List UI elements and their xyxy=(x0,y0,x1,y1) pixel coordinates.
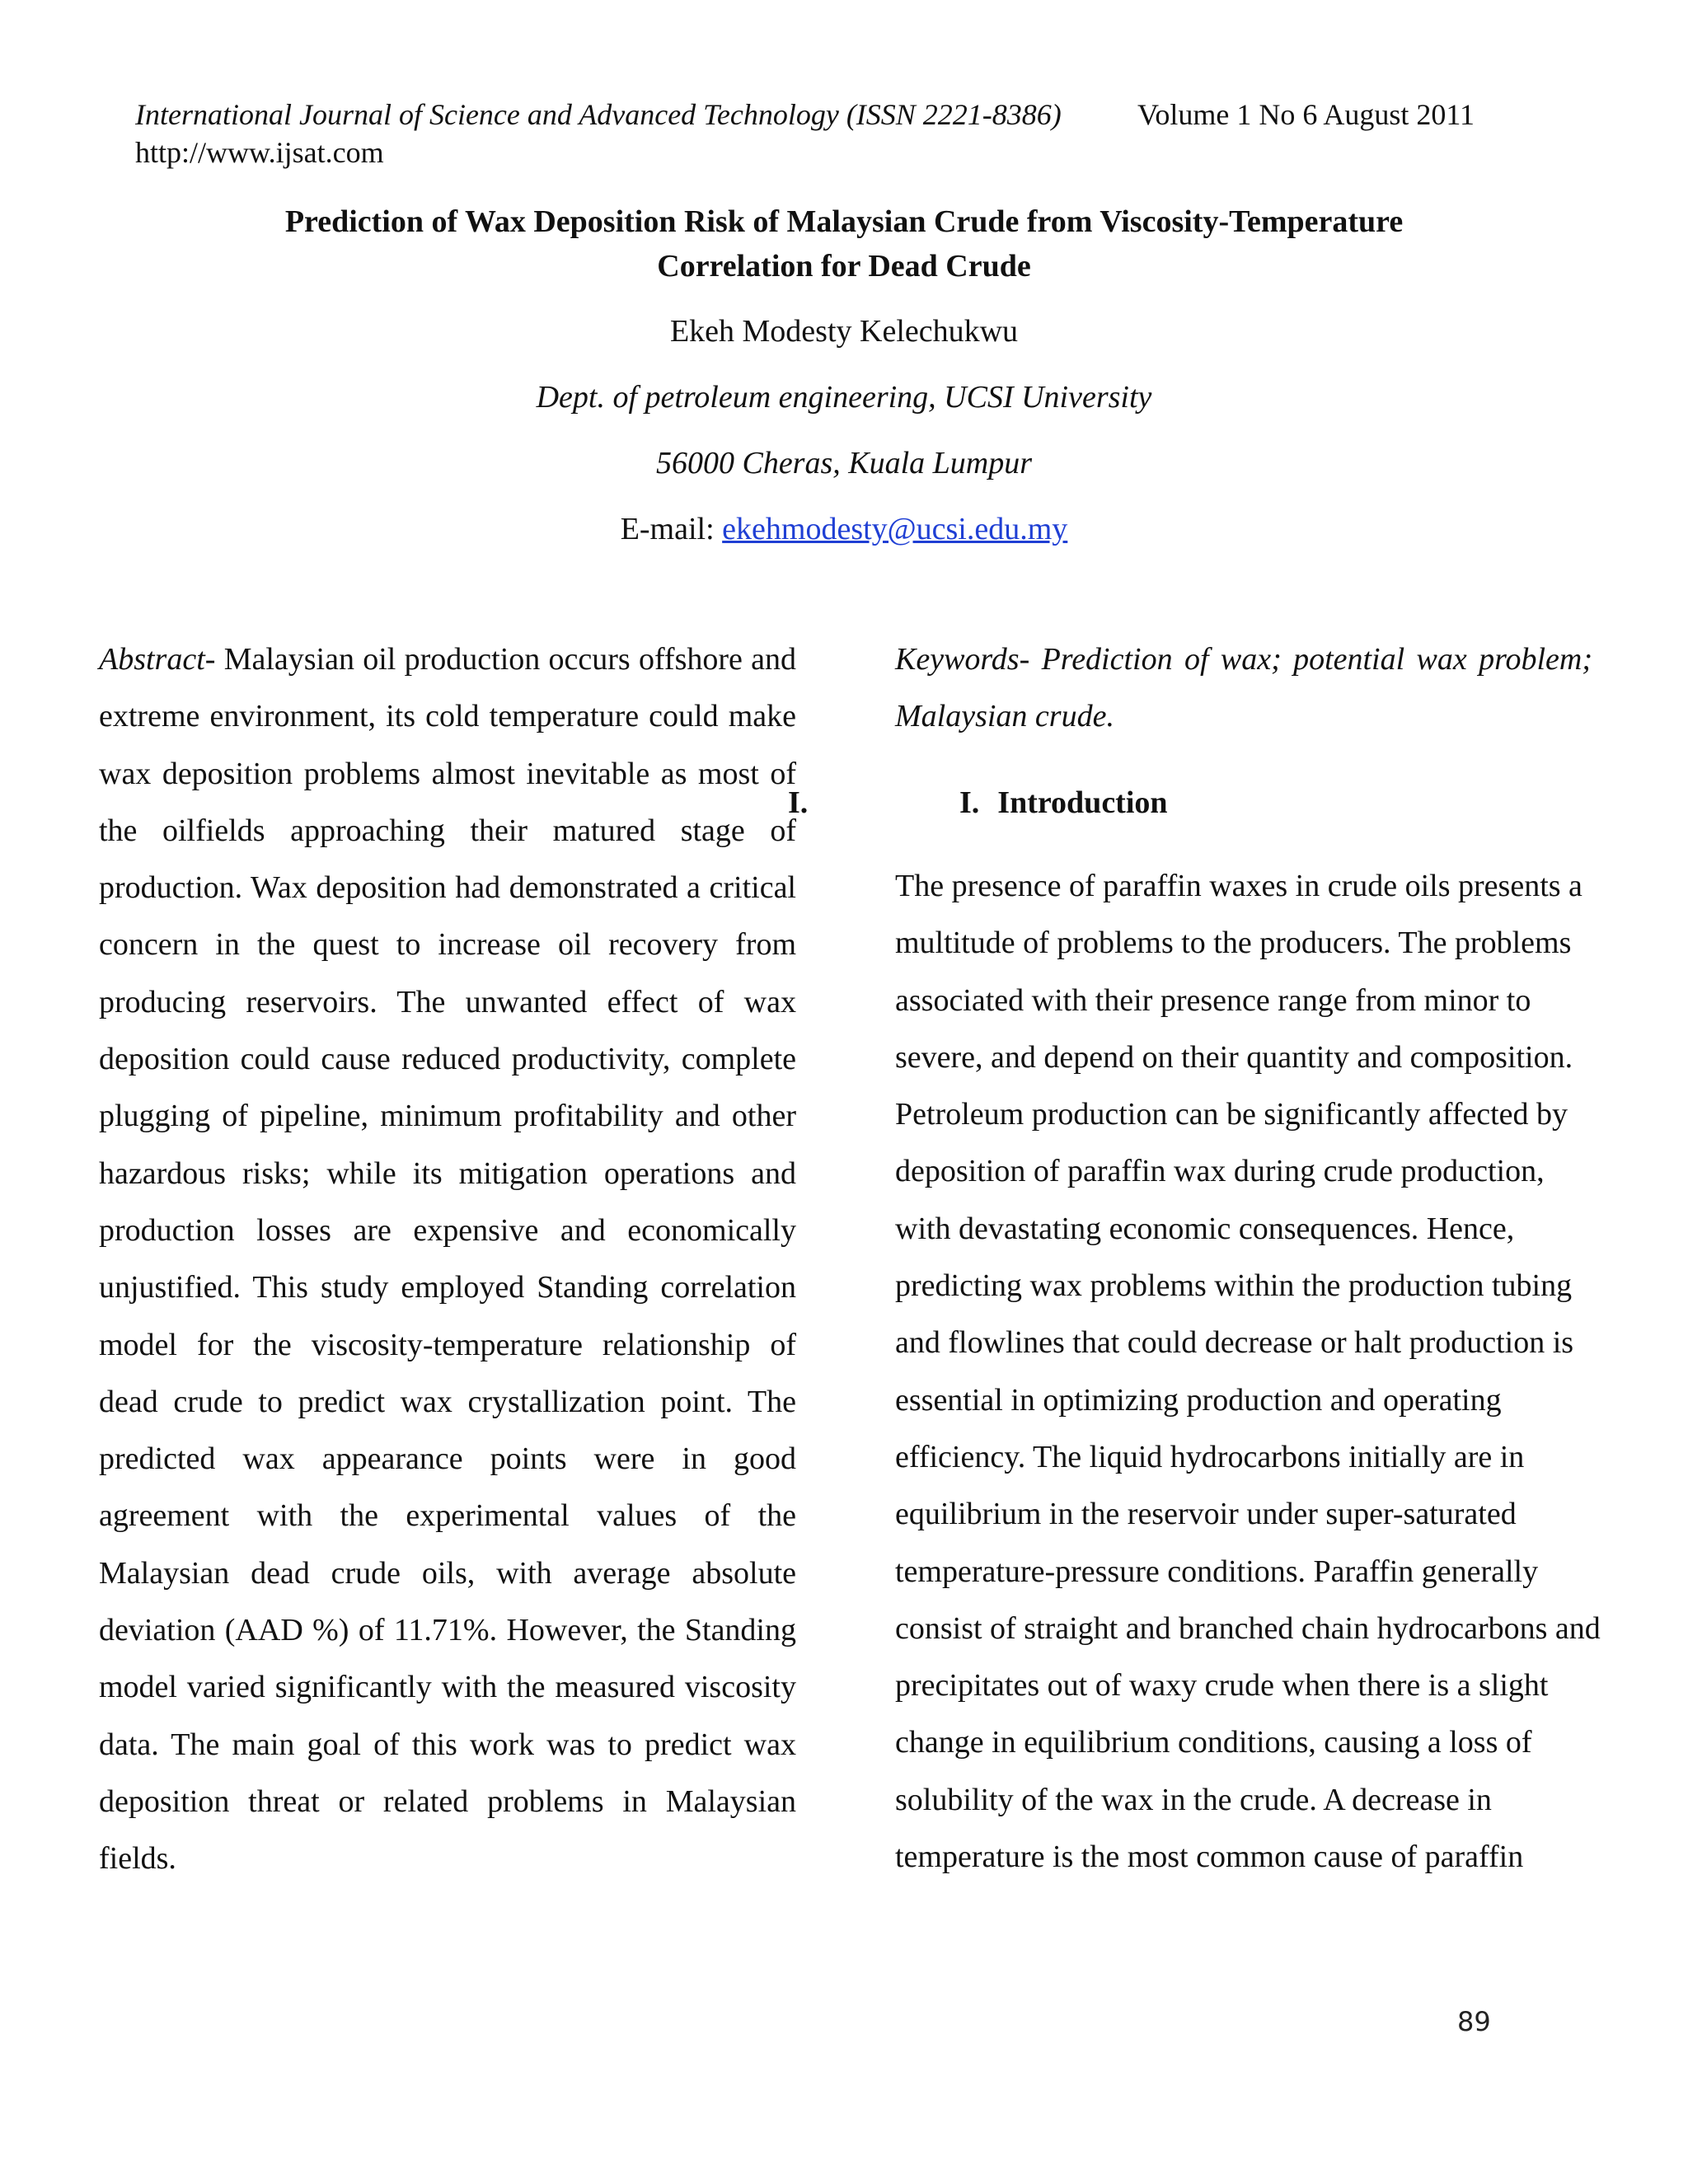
section-number: I. xyxy=(959,785,980,820)
author-department: Dept. of petroleum engineering, UCSI University xyxy=(536,380,1152,415)
journal-url: http://www.ijsat.com xyxy=(135,136,384,169)
section-title: Introduction xyxy=(997,785,1168,820)
journal-volume: Volume 1 No 6 August 2011 xyxy=(1137,98,1475,131)
abstract-column xyxy=(99,631,796,1888)
paper-title-line-2: Correlation for Dead Crude xyxy=(657,249,1031,284)
paper-title-line-1: Prediction of Wax Deposition Risk of Malaysian Crude from Viscosity-Temperature xyxy=(284,204,1404,239)
author-address: 56000 Cheras, Kuala Lumpur xyxy=(655,446,1033,480)
introduction-paragraph: The presence of paraffin waxes in crude oils presents a multitude of problems to the producers. The problems associated with their presence range from minor to severe, and depend on their quantity and composition. Petroleum production can be significantly affected by deposition of paraffin wax during crude production, with devastating economic consequences. Hence, predicting wax problems within the production tubing and flowlines that could decrease or halt production is essential in optimizing production and operating efficiency. The liquid hydrocarbons initially are in equilibrium in the reservoir under super-saturated temperature-pressure conditions. Paraffin generally consist of straight and branched chain hydrocarbons and precipitates out of waxy crude when there is a slight change in equilibrium conditions, causing a loss of solubility of the wax in the crude. A decrease in temperature is the most common cause of paraffin xyxy=(895,869,1601,1875)
email-label: E-mail: xyxy=(620,512,723,546)
paper-title xyxy=(135,199,1553,288)
email-link[interactable]: ekehmodesty@ucsi.edu.my xyxy=(722,512,1068,546)
abstract-text: Malaysian oil production occurs offshore and extreme environment, its cold temperature could make wax deposition problems almost inevitable as most of the oilfields approaching their matured stage of production. Wax deposition had demonstrated a critical concern in the quest to increase oil recovery from producing reservoirs. The unwanted effect of wax deposition could cause reduced productivity, complete plugging of pipeline, minimum profitability and other hazardous risks; while its mitigation operations and production losses are expensive and economically unjustified. This study employed Standing correlation model for the viscosity-temperature relationship of dead crude to predict wax crystallization point. The predicted wax appearance points were in good agreement with the experimental values of the Malaysian dead crude oils, with average absolute deviation (AAD %) of 11.71%. However, the Standing model varied significantly with the measured viscosity data. The main goal of this work was to predict wax deposition threat or related problems in Malaysian fields. xyxy=(99,642,796,1877)
author-name: Ekeh Modesty Kelechukwu xyxy=(669,314,1019,349)
section-heading-introduction xyxy=(959,785,1168,821)
heading-numeral-artifact: I. xyxy=(788,785,809,820)
journal-name: International Journal of Science and Advanced Technology (ISSN 2221-8386) xyxy=(135,98,1062,131)
author-email-line xyxy=(135,511,1553,547)
abstract-label: Abstract- xyxy=(99,642,216,677)
page-number: 89 xyxy=(1457,2006,1491,2037)
introduction-column xyxy=(895,858,1604,1886)
abstract-paragraph xyxy=(99,631,796,1888)
keywords-block xyxy=(895,631,1592,746)
keywords-text: Keywords- Prediction of wax; potential wax problem; Malaysian crude. xyxy=(895,642,1592,734)
